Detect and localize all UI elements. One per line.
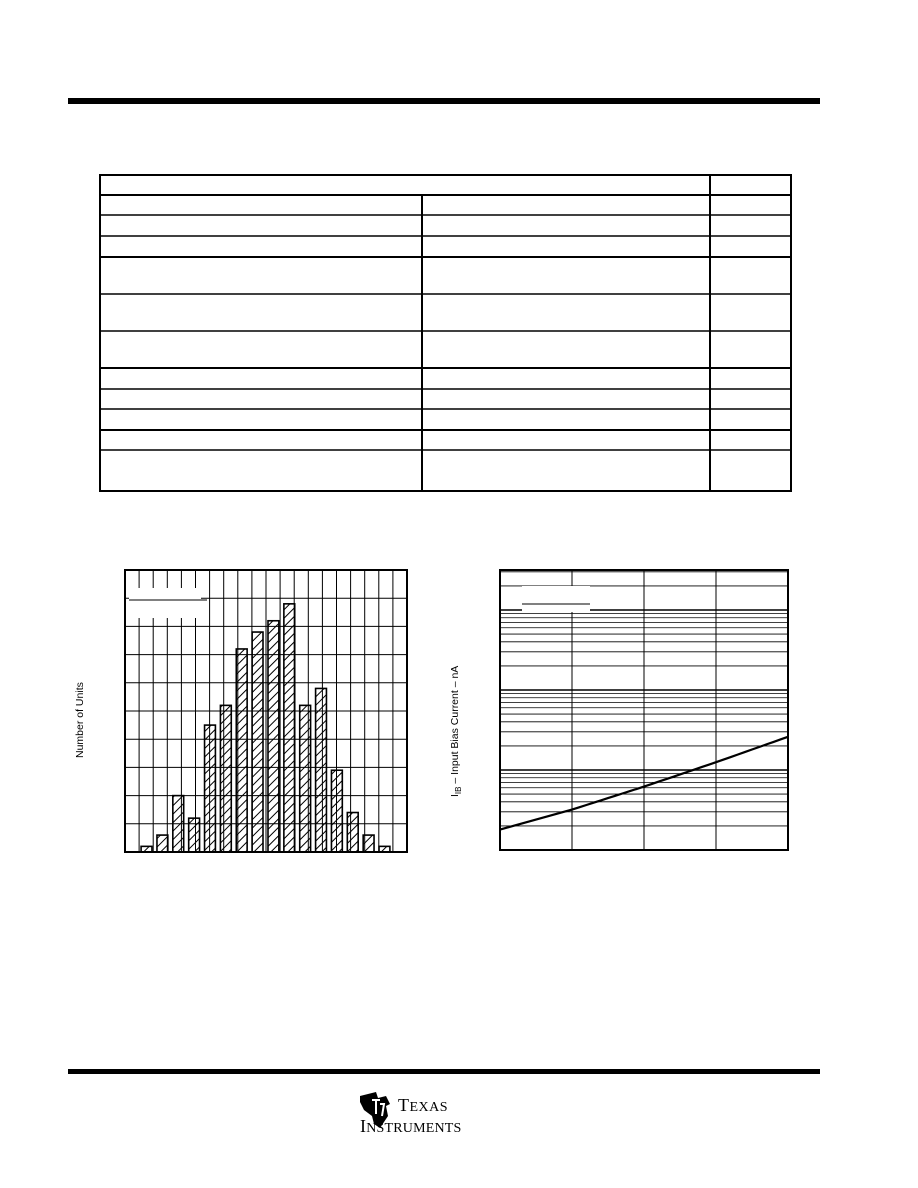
histogram-bar xyxy=(363,835,374,852)
header-rule xyxy=(68,98,820,104)
bias-current-chart xyxy=(440,560,800,860)
footer-rule xyxy=(68,1069,820,1074)
table-border xyxy=(100,175,791,491)
ylabel-subscript: IB xyxy=(454,786,463,795)
bias-current-figure xyxy=(440,560,800,860)
bias-current-y-axis-label xyxy=(449,666,461,797)
histogram-chart xyxy=(70,560,420,860)
histogram-bar xyxy=(157,835,168,852)
texas-instruments-logo xyxy=(356,1086,516,1140)
histogram-bar xyxy=(316,688,327,852)
parameter-table xyxy=(99,174,792,492)
histogram-bar xyxy=(331,770,342,852)
ylabel-rest: – Input Bias Current – nA xyxy=(449,665,461,787)
histogram-bar xyxy=(300,705,311,852)
ylabel-prefix: I xyxy=(449,794,461,797)
legend-box xyxy=(522,586,590,612)
histogram-bar xyxy=(284,604,295,852)
legend-box xyxy=(129,588,201,618)
logo-exas: EXAS xyxy=(409,1100,449,1115)
logo-t: T xyxy=(398,1095,410,1115)
logo-i: I xyxy=(360,1116,367,1136)
histogram-bar xyxy=(268,621,279,852)
histogram-bar xyxy=(252,632,263,852)
histogram-bar xyxy=(189,818,200,852)
histogram-y-axis-label: Number of Units xyxy=(74,682,86,758)
ti-wordmark xyxy=(360,1095,462,1138)
logo-nstruments: NSTRUMENTS xyxy=(366,1121,462,1136)
histogram-bar xyxy=(173,796,184,852)
histogram-bar xyxy=(205,725,216,852)
table-grid xyxy=(99,174,792,492)
histogram-bar xyxy=(236,649,247,852)
histogram-bar xyxy=(347,813,358,852)
histogram-figure xyxy=(70,560,420,860)
histogram-bar xyxy=(220,705,231,852)
